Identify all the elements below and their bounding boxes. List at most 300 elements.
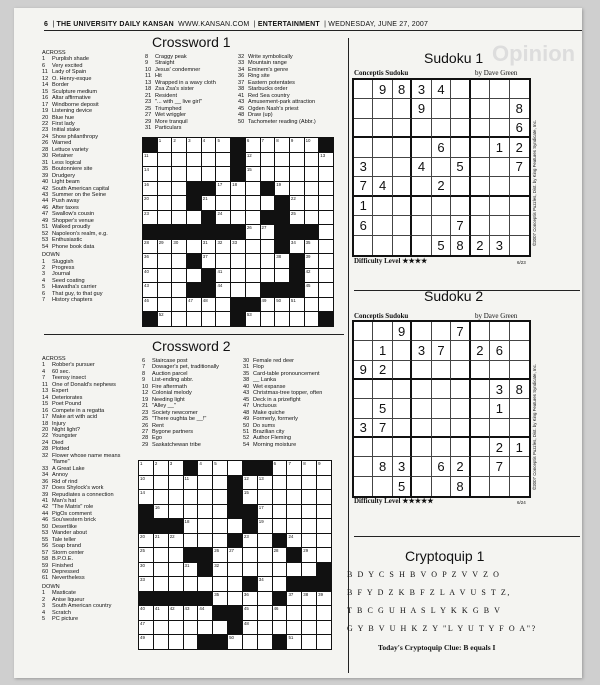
crossword-cell[interactable] (243, 635, 257, 649)
crossword-cell[interactable] (228, 563, 242, 577)
crossword-cell[interactable] (216, 153, 230, 167)
crossword-cell[interactable] (302, 505, 316, 519)
crossword-cell[interactable] (139, 490, 153, 504)
crossword-cell[interactable] (158, 211, 172, 225)
crossword-cell[interactable] (302, 534, 316, 548)
sudoku-cell[interactable] (471, 322, 490, 341)
sudoku-cell[interactable] (510, 457, 529, 476)
crossword-cell[interactable] (275, 298, 289, 312)
sudoku-cell[interactable] (510, 477, 529, 496)
crossword-cell[interactable] (317, 476, 331, 490)
sudoku-cell[interactable] (451, 380, 470, 399)
crossword-cell[interactable] (216, 298, 230, 312)
crossword-cell[interactable] (231, 269, 245, 283)
sudoku-cell[interactable] (432, 216, 451, 235)
crossword-cell[interactable] (273, 461, 287, 475)
sudoku-cell[interactable] (412, 399, 431, 418)
sudoku-cell[interactable] (451, 177, 470, 196)
crossword-cell[interactable] (305, 138, 319, 152)
crossword-cell[interactable] (154, 534, 168, 548)
crossword-cell[interactable] (287, 476, 301, 490)
crossword-cell[interactable] (290, 182, 304, 196)
crossword-cell[interactable] (319, 211, 333, 225)
crossword-cell[interactable] (261, 153, 275, 167)
crossword-cell[interactable] (158, 283, 172, 297)
crossword-cell[interactable] (319, 167, 333, 181)
crossword-cell[interactable] (139, 476, 153, 490)
crossword-cell[interactable] (243, 476, 257, 490)
sudoku-cell[interactable] (412, 138, 431, 157)
crossword-cell[interactable] (143, 254, 157, 268)
crossword-cell[interactable] (158, 298, 172, 312)
crossword-cell[interactable] (231, 254, 245, 268)
sudoku-cell[interactable] (412, 380, 431, 399)
sudoku-cell[interactable] (471, 380, 490, 399)
crossword-cell[interactable] (302, 621, 316, 635)
sudoku-cell[interactable] (471, 457, 490, 476)
crossword-cell[interactable] (198, 476, 212, 490)
sudoku-cell[interactable] (490, 419, 509, 438)
crossword-cell[interactable] (231, 211, 245, 225)
crossword-cell[interactable] (273, 505, 287, 519)
crossword-cell[interactable] (213, 621, 227, 635)
crossword-cell[interactable] (143, 167, 157, 181)
crossword-cell[interactable] (246, 138, 260, 152)
crossword-cell[interactable] (273, 490, 287, 504)
crossword-cell[interactable] (198, 519, 212, 533)
sudoku-cell[interactable] (490, 99, 509, 118)
sudoku-cell[interactable] (373, 380, 392, 399)
crossword-cell[interactable] (158, 269, 172, 283)
crossword-cell[interactable] (216, 211, 230, 225)
sudoku-cell[interactable] (490, 80, 509, 99)
sudoku-cell[interactable] (354, 477, 373, 496)
crossword-cell[interactable] (319, 254, 333, 268)
crossword-cell[interactable] (290, 196, 304, 210)
crossword-cell[interactable] (243, 621, 257, 635)
sudoku-cell[interactable] (373, 216, 392, 235)
crossword-cell[interactable] (275, 312, 289, 326)
crossword-cell[interactable] (213, 505, 227, 519)
sudoku-cell[interactable] (451, 197, 470, 216)
sudoku-cell[interactable] (451, 361, 470, 380)
sudoku-cell[interactable] (393, 119, 412, 138)
sudoku-cell[interactable] (393, 138, 412, 157)
crossword-cell[interactable] (246, 211, 260, 225)
sudoku-cell[interactable] (393, 236, 412, 255)
sudoku-cell[interactable] (471, 419, 490, 438)
crossword-cell[interactable] (198, 461, 212, 475)
crossword-cell[interactable] (216, 167, 230, 181)
crossword-cell[interactable] (275, 182, 289, 196)
crossword-cell[interactable] (273, 519, 287, 533)
sudoku-cell[interactable] (373, 438, 392, 457)
crossword-cell[interactable] (213, 461, 227, 475)
sudoku-cell[interactable] (471, 99, 490, 118)
sudoku-cell[interactable] (451, 419, 470, 438)
crossword-cell[interactable] (139, 577, 153, 591)
crossword-cell[interactable] (143, 240, 157, 254)
crossword-cell[interactable] (290, 167, 304, 181)
crossword-cell[interactable] (198, 534, 212, 548)
crossword-cell[interactable] (287, 606, 301, 620)
crossword-cell[interactable] (158, 196, 172, 210)
sudoku-cell[interactable] (393, 380, 412, 399)
crossword-cell[interactable] (187, 153, 201, 167)
sudoku-cell[interactable] (490, 216, 509, 235)
crossword-cell[interactable] (243, 534, 257, 548)
crossword-cell[interactable] (258, 519, 272, 533)
sudoku-cell[interactable] (490, 197, 509, 216)
crossword-cell[interactable] (172, 312, 186, 326)
crossword-cell[interactable] (319, 196, 333, 210)
crossword-cell[interactable] (202, 254, 216, 268)
crossword-cell[interactable] (319, 269, 333, 283)
crossword-cell[interactable] (216, 196, 230, 210)
crossword-cell[interactable] (228, 635, 242, 649)
crossword-cell[interactable] (275, 153, 289, 167)
crossword-cell[interactable] (154, 563, 168, 577)
crossword-cell[interactable] (243, 563, 257, 577)
sudoku-cell[interactable] (373, 158, 392, 177)
crossword-cell[interactable] (258, 548, 272, 562)
crossword-cell[interactable] (275, 269, 289, 283)
crossword-cell[interactable] (158, 254, 172, 268)
crossword-cell[interactable] (187, 269, 201, 283)
sudoku-cell[interactable] (490, 477, 509, 496)
crossword-cell[interactable] (202, 240, 216, 254)
crossword-cell[interactable] (287, 490, 301, 504)
crossword-cell[interactable] (261, 196, 275, 210)
sudoku-cell[interactable] (432, 158, 451, 177)
sudoku-cell[interactable] (432, 477, 451, 496)
crossword-cell[interactable] (139, 461, 153, 475)
sudoku-cell[interactable] (490, 177, 509, 196)
crossword-cell[interactable] (290, 138, 304, 152)
crossword-cell[interactable] (302, 461, 316, 475)
crossword-cell[interactable] (158, 182, 172, 196)
sudoku-cell[interactable] (471, 138, 490, 157)
crossword-cell[interactable] (169, 461, 183, 475)
crossword-cell[interactable] (169, 621, 183, 635)
crossword-cell[interactable] (231, 182, 245, 196)
crossword-cell[interactable] (184, 519, 198, 533)
crossword-cell[interactable] (184, 563, 198, 577)
crossword-cell[interactable] (243, 490, 257, 504)
crossword-cell[interactable] (302, 606, 316, 620)
sudoku-cell[interactable] (354, 80, 373, 99)
sudoku-cell[interactable] (510, 216, 529, 235)
crossword-cell[interactable] (213, 592, 227, 606)
crossword-cell[interactable] (216, 182, 230, 196)
crossword-cell[interactable] (258, 635, 272, 649)
crossword-cell[interactable] (246, 153, 260, 167)
crossword-cell[interactable] (154, 490, 168, 504)
crossword-cell[interactable] (172, 196, 186, 210)
sudoku-cell[interactable] (393, 177, 412, 196)
crossword-cell[interactable] (187, 167, 201, 181)
sudoku-cell[interactable] (432, 399, 451, 418)
crossword-cell[interactable] (198, 606, 212, 620)
sudoku-cell[interactable] (373, 236, 392, 255)
crossword-cell[interactable] (246, 225, 260, 239)
crossword1-grid[interactable] (142, 137, 334, 327)
sudoku-cell[interactable] (373, 138, 392, 157)
crossword-cell[interactable] (287, 621, 301, 635)
sudoku-cell[interactable] (412, 419, 431, 438)
sudoku-cell[interactable] (354, 322, 373, 341)
crossword-cell[interactable] (154, 635, 168, 649)
crossword-cell[interactable] (202, 167, 216, 181)
crossword-cell[interactable] (169, 548, 183, 562)
sudoku-cell[interactable] (354, 399, 373, 418)
crossword-cell[interactable] (154, 461, 168, 475)
sudoku-cell[interactable] (510, 80, 529, 99)
sudoku-cell[interactable] (412, 177, 431, 196)
crossword-cell[interactable] (290, 312, 304, 326)
crossword-cell[interactable] (172, 167, 186, 181)
crossword-cell[interactable] (154, 577, 168, 591)
crossword-cell[interactable] (302, 563, 316, 577)
crossword-cell[interactable] (154, 476, 168, 490)
crossword-cell[interactable] (187, 138, 201, 152)
crossword-cell[interactable] (143, 182, 157, 196)
crossword-cell[interactable] (216, 312, 230, 326)
crossword-cell[interactable] (139, 534, 153, 548)
crossword-cell[interactable] (275, 138, 289, 152)
sudoku-cell[interactable] (432, 380, 451, 399)
crossword-cell[interactable] (261, 312, 275, 326)
crossword-cell[interactable] (216, 283, 230, 297)
sudoku-cell[interactable] (471, 158, 490, 177)
crossword-cell[interactable] (202, 196, 216, 210)
sudoku-cell[interactable] (393, 158, 412, 177)
sudoku-cell[interactable] (393, 99, 412, 118)
crossword-cell[interactable] (273, 621, 287, 635)
crossword-cell[interactable] (143, 196, 157, 210)
crossword-cell[interactable] (184, 635, 198, 649)
sudoku-cell[interactable] (432, 99, 451, 118)
sudoku-cell[interactable] (510, 419, 529, 438)
crossword-cell[interactable] (305, 283, 319, 297)
crossword-cell[interactable] (169, 577, 183, 591)
crossword-cell[interactable] (228, 548, 242, 562)
crossword-cell[interactable] (317, 519, 331, 533)
crossword-cell[interactable] (213, 563, 227, 577)
crossword-cell[interactable] (213, 476, 227, 490)
crossword-cell[interactable] (172, 182, 186, 196)
crossword-cell[interactable] (319, 298, 333, 312)
crossword-cell[interactable] (305, 240, 319, 254)
crossword-cell[interactable] (154, 505, 168, 519)
crossword-cell[interactable] (198, 621, 212, 635)
sudoku-cell[interactable] (451, 80, 470, 99)
sudoku-cell[interactable] (412, 438, 431, 457)
crossword-cell[interactable] (187, 298, 201, 312)
crossword-cell[interactable] (258, 534, 272, 548)
crossword-cell[interactable] (243, 548, 257, 562)
crossword-cell[interactable] (187, 240, 201, 254)
sudoku-cell[interactable] (471, 361, 490, 380)
sudoku-cell[interactable] (471, 477, 490, 496)
crossword-cell[interactable] (154, 548, 168, 562)
sudoku2-grid[interactable] (352, 320, 531, 498)
sudoku-cell[interactable] (354, 438, 373, 457)
sudoku-cell[interactable] (373, 197, 392, 216)
crossword-cell[interactable] (139, 563, 153, 577)
sudoku-cell[interactable] (393, 341, 412, 360)
sudoku-cell[interactable] (451, 341, 470, 360)
sudoku-cell[interactable] (432, 197, 451, 216)
crossword-cell[interactable] (261, 254, 275, 268)
crossword-cell[interactable] (287, 635, 301, 649)
crossword-cell[interactable] (317, 621, 331, 635)
sudoku-cell[interactable] (490, 158, 509, 177)
crossword-cell[interactable] (198, 577, 212, 591)
crossword-cell[interactable] (202, 138, 216, 152)
crossword-cell[interactable] (319, 240, 333, 254)
sudoku-cell[interactable] (451, 99, 470, 118)
crossword-cell[interactable] (305, 269, 319, 283)
crossword-cell[interactable] (319, 182, 333, 196)
sudoku-cell[interactable] (412, 197, 431, 216)
sudoku-cell[interactable] (451, 438, 470, 457)
crossword-cell[interactable] (169, 476, 183, 490)
crossword-cell[interactable] (202, 153, 216, 167)
crossword-cell[interactable] (216, 269, 230, 283)
crossword-cell[interactable] (246, 196, 260, 210)
crossword-cell[interactable] (169, 505, 183, 519)
crossword-cell[interactable] (154, 621, 168, 635)
sudoku-cell[interactable] (490, 361, 509, 380)
crossword-cell[interactable] (317, 592, 331, 606)
crossword-cell[interactable] (287, 519, 301, 533)
sudoku-cell[interactable] (393, 419, 412, 438)
crossword-cell[interactable] (290, 211, 304, 225)
crossword-cell[interactable] (172, 211, 186, 225)
crossword-cell[interactable] (317, 461, 331, 475)
crossword-cell[interactable] (305, 167, 319, 181)
crossword-cell[interactable] (273, 548, 287, 562)
crossword-cell[interactable] (302, 548, 316, 562)
sudoku-cell[interactable] (510, 236, 529, 255)
crossword-cell[interactable] (184, 476, 198, 490)
crossword-cell[interactable] (290, 153, 304, 167)
sudoku-cell[interactable] (354, 99, 373, 118)
sudoku-cell[interactable] (510, 399, 529, 418)
sudoku-cell[interactable] (354, 236, 373, 255)
crossword-cell[interactable] (184, 490, 198, 504)
crossword-cell[interactable] (317, 606, 331, 620)
crossword-cell[interactable] (202, 312, 216, 326)
crossword-cell[interactable] (305, 182, 319, 196)
sudoku-cell[interactable] (412, 457, 431, 476)
crossword-cell[interactable] (198, 490, 212, 504)
crossword-cell[interactable] (287, 505, 301, 519)
crossword-cell[interactable] (273, 476, 287, 490)
crossword-cell[interactable] (139, 606, 153, 620)
crossword-cell[interactable] (305, 312, 319, 326)
crossword-cell[interactable] (216, 254, 230, 268)
sudoku-cell[interactable] (412, 236, 431, 255)
crossword-cell[interactable] (305, 211, 319, 225)
crossword-cell[interactable] (302, 476, 316, 490)
crossword-cell[interactable] (172, 254, 186, 268)
crossword-cell[interactable] (216, 138, 230, 152)
sudoku-cell[interactable] (510, 361, 529, 380)
sudoku-cell[interactable] (393, 438, 412, 457)
sudoku-cell[interactable] (393, 216, 412, 235)
sudoku-cell[interactable] (510, 177, 529, 196)
sudoku-cell[interactable] (393, 197, 412, 216)
crossword-cell[interactable] (228, 461, 242, 475)
crossword-cell[interactable] (213, 534, 227, 548)
crossword-cell[interactable] (202, 298, 216, 312)
crossword-cell[interactable] (169, 534, 183, 548)
crossword-cell[interactable] (258, 577, 272, 591)
crossword-cell[interactable] (184, 577, 198, 591)
crossword-cell[interactable] (290, 240, 304, 254)
crossword-cell[interactable] (317, 635, 331, 649)
crossword-cell[interactable] (317, 505, 331, 519)
crossword-cell[interactable] (143, 283, 157, 297)
crossword-cell[interactable] (172, 269, 186, 283)
sudoku-cell[interactable] (373, 322, 392, 341)
crossword-cell[interactable] (261, 138, 275, 152)
crossword-cell[interactable] (246, 283, 260, 297)
sudoku1-grid[interactable] (352, 78, 531, 257)
sudoku-cell[interactable] (451, 399, 470, 418)
sudoku-cell[interactable] (412, 216, 431, 235)
crossword-cell[interactable] (143, 211, 157, 225)
sudoku-cell[interactable] (451, 119, 470, 138)
crossword-cell[interactable] (184, 534, 198, 548)
crossword-cell[interactable] (302, 635, 316, 649)
sudoku-cell[interactable] (432, 419, 451, 438)
sudoku-cell[interactable] (490, 119, 509, 138)
crossword-cell[interactable] (184, 505, 198, 519)
sudoku-cell[interactable] (393, 399, 412, 418)
crossword-cell[interactable] (305, 153, 319, 167)
sudoku-cell[interactable] (354, 341, 373, 360)
sudoku-cell[interactable] (393, 361, 412, 380)
crossword-cell[interactable] (246, 254, 260, 268)
crossword-cell[interactable] (158, 167, 172, 181)
crossword-cell[interactable] (169, 635, 183, 649)
crossword-cell[interactable] (287, 534, 301, 548)
sudoku-cell[interactable] (471, 438, 490, 457)
crossword-cell[interactable] (231, 196, 245, 210)
crossword-cell[interactable] (317, 490, 331, 504)
sudoku-cell[interactable] (510, 322, 529, 341)
crossword-cell[interactable] (258, 476, 272, 490)
crossword-cell[interactable] (139, 635, 153, 649)
sudoku-cell[interactable] (373, 477, 392, 496)
crossword-cell[interactable] (261, 240, 275, 254)
crossword-cell[interactable] (158, 138, 172, 152)
crossword-cell[interactable] (305, 254, 319, 268)
sudoku-cell[interactable] (432, 361, 451, 380)
crossword-cell[interactable] (258, 505, 272, 519)
crossword-cell[interactable] (172, 138, 186, 152)
crossword-cell[interactable] (287, 461, 301, 475)
sudoku-cell[interactable] (432, 119, 451, 138)
sudoku-cell[interactable] (510, 341, 529, 360)
sudoku-cell[interactable] (510, 197, 529, 216)
crossword-cell[interactable] (246, 167, 260, 181)
crossword-cell[interactable] (172, 298, 186, 312)
crossword-cell[interactable] (184, 606, 198, 620)
